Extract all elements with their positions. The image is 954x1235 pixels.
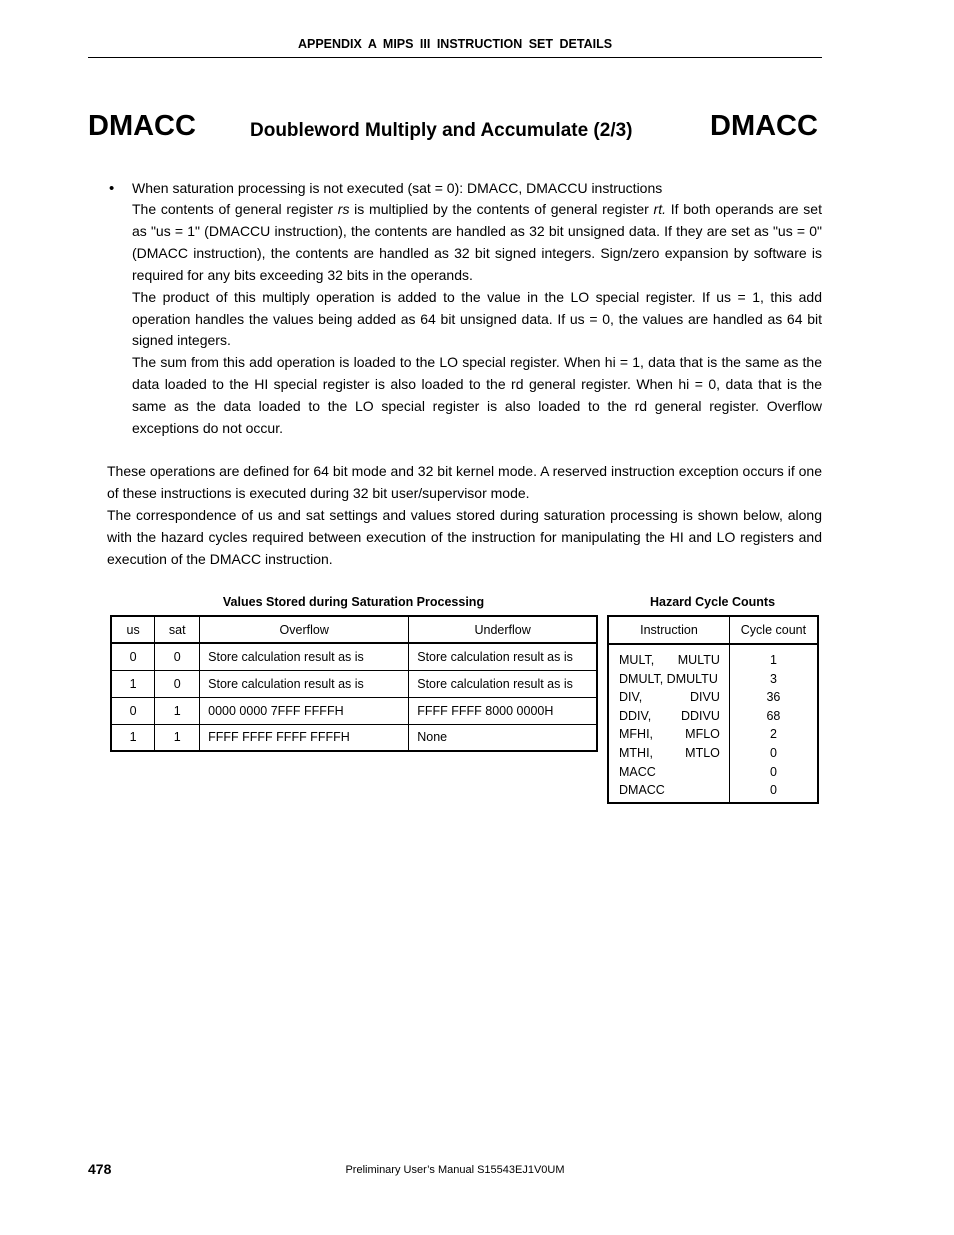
register-rt: rt.: [653, 201, 666, 217]
instruction-line: [619, 688, 720, 707]
body-paragraph-1: These operations are defined for 64 bit mode and 32 bit kernel mode. A reserved instruction exception occurs if one of these instructions is executed during 32 bit user/supervisor mode.: [107, 463, 822, 501]
bullet-paragraph-3: The sum from this add operation is loaded to the LO special register. When hi = 1, data that is the same as the data loaded to the HI special register is also loaded to the rd general register. When hi = 0, data that is the same as the data loaded to the LO special register is also loaded to the rd general register. Overflow exceptions do not occur.: [132, 354, 822, 437]
saturation-table-caption: Values Stored during Saturation Processing: [222, 595, 485, 609]
table-header-row: [111, 616, 597, 643]
header-cycle-count: Cycle count: [729, 616, 818, 644]
cell-sat: 1: [155, 697, 200, 724]
instruction-line: [619, 651, 720, 670]
cycle-count-list: [729, 644, 818, 803]
table-row: [111, 697, 597, 724]
footer-text: Preliminary User’s Manual S15543EJ1V0UM: [345, 1164, 565, 1176]
cell-underflow: None: [409, 724, 597, 751]
register-rs: rs: [337, 201, 350, 217]
instruction-name: MFLO: [685, 727, 720, 742]
body-paragraph-2: The correspondence of us and sat settings and values stored during saturation processing is shown below, along with the hazard cycles required between execution of the instruction for manipulating the HI and LO registers and execution of the DMACC instruction.: [107, 506, 822, 567]
header-sat: sat: [155, 616, 200, 643]
bullet-paragraph-2: The product of this multiply operation is added to the value in the LO special register. If us = 1, this add operation handles the values being added as 64 bit unsigned data. If us = 0, the values are handled as 64 bit signed integers.: [132, 288, 822, 349]
instruction-name: MTHI,: [619, 745, 654, 760]
cell-underflow: FFFF FFFF 8000 0000H: [409, 697, 597, 724]
page-title: Doubleword Multiply and Accumulate (2/3): [250, 120, 633, 141]
cycle-count: 0: [769, 764, 777, 779]
cell-sat: 0: [155, 643, 200, 670]
header-us: us: [111, 616, 155, 643]
cycle-count: 0: [769, 783, 777, 798]
cell-us: 0: [111, 697, 155, 724]
instruction-name: DIVU: [690, 690, 720, 705]
hazard-table-caption: Hazard Cycle Counts: [649, 595, 776, 609]
page-number: 478: [88, 1161, 112, 1177]
table-row: [111, 670, 597, 697]
mnemonic-right: DMACC: [710, 110, 818, 142]
cycle-count: 3: [769, 671, 777, 686]
bullet-marker: •: [109, 180, 115, 197]
cell-sat: 1: [155, 724, 200, 751]
cell-us: 0: [111, 643, 155, 670]
header-overflow: Overflow: [200, 616, 409, 643]
instruction-name: DIV,: [619, 690, 643, 705]
instruction-line: [619, 707, 720, 726]
bullet-body: [132, 199, 822, 440]
cycle-count: 0: [769, 745, 777, 760]
instruction-line: [619, 744, 720, 763]
table-row: [111, 643, 597, 670]
text-run: The contents of general register: [132, 201, 338, 217]
instruction-name: DMULT, DMULTU: [619, 671, 718, 686]
text-run: is multiplied by the contents of general register: [349, 201, 654, 217]
table-row: [111, 724, 597, 751]
cycle-count: 2: [769, 727, 777, 742]
cell-overflow: Store calculation result as is: [200, 670, 409, 697]
instruction-name: MULTU: [677, 653, 720, 667]
text-run: If both operands are set as "us = 1" (DMACCU instruction), the contents are handled as 32 bit unsigned data. If they are set as "us = 0" (DMACC instruction), the contents are handled as 32 bit signed integers. Sign/zero expansion by software is required for any bits exceeding 32 bits in the operands.: [132, 201, 822, 283]
instruction-name: DDIVU: [680, 708, 720, 723]
running-head: APPENDIX A MIPS III INSTRUCTION SET DETAILS: [297, 37, 613, 51]
body-text: [107, 461, 822, 571]
cell-overflow: 0000 0000 7FFF FFFFH: [200, 697, 409, 724]
instruction-name: MTLO: [685, 745, 720, 760]
cell-us: 1: [111, 670, 155, 697]
instruction-name: MACC: [619, 764, 656, 779]
instruction-line: [619, 670, 720, 689]
header-instruction: Instruction: [608, 616, 729, 644]
bullet-title: When saturation processing is not executed (sat = 0): DMACC, DMACCU instructions: [132, 180, 663, 196]
instruction-name: DMACC: [619, 783, 665, 798]
cycle-count: 68: [766, 708, 781, 723]
instruction-line: [619, 725, 720, 744]
hazard-table: [607, 615, 819, 804]
instruction-list: [608, 644, 729, 803]
header-rule: [88, 57, 822, 58]
header-underflow: Underflow: [409, 616, 597, 643]
bullet-paragraph-1: [132, 199, 822, 287]
cell-overflow: FFFF FFFF FFFF FFFFH: [200, 724, 409, 751]
instruction-line: [619, 763, 720, 782]
instruction-name: DDIV,: [619, 708, 652, 723]
saturation-table: [110, 615, 598, 752]
cell-sat: 0: [155, 670, 200, 697]
cycle-count: 1: [769, 653, 777, 667]
instruction-name: MFHI,: [619, 727, 654, 742]
cell-us: 1: [111, 724, 155, 751]
cell-underflow: Store calculation result as is: [409, 643, 597, 670]
cell-underflow: Store calculation result as is: [409, 670, 597, 697]
instruction-line: [619, 781, 720, 800]
cell-overflow: Store calculation result as is: [200, 643, 409, 670]
instruction-name: MULT,: [619, 653, 655, 667]
mnemonic-left: DMACC: [88, 110, 196, 142]
table-header-row: [608, 616, 818, 644]
cycle-count: 36: [766, 690, 781, 705]
table-row: [608, 644, 818, 803]
